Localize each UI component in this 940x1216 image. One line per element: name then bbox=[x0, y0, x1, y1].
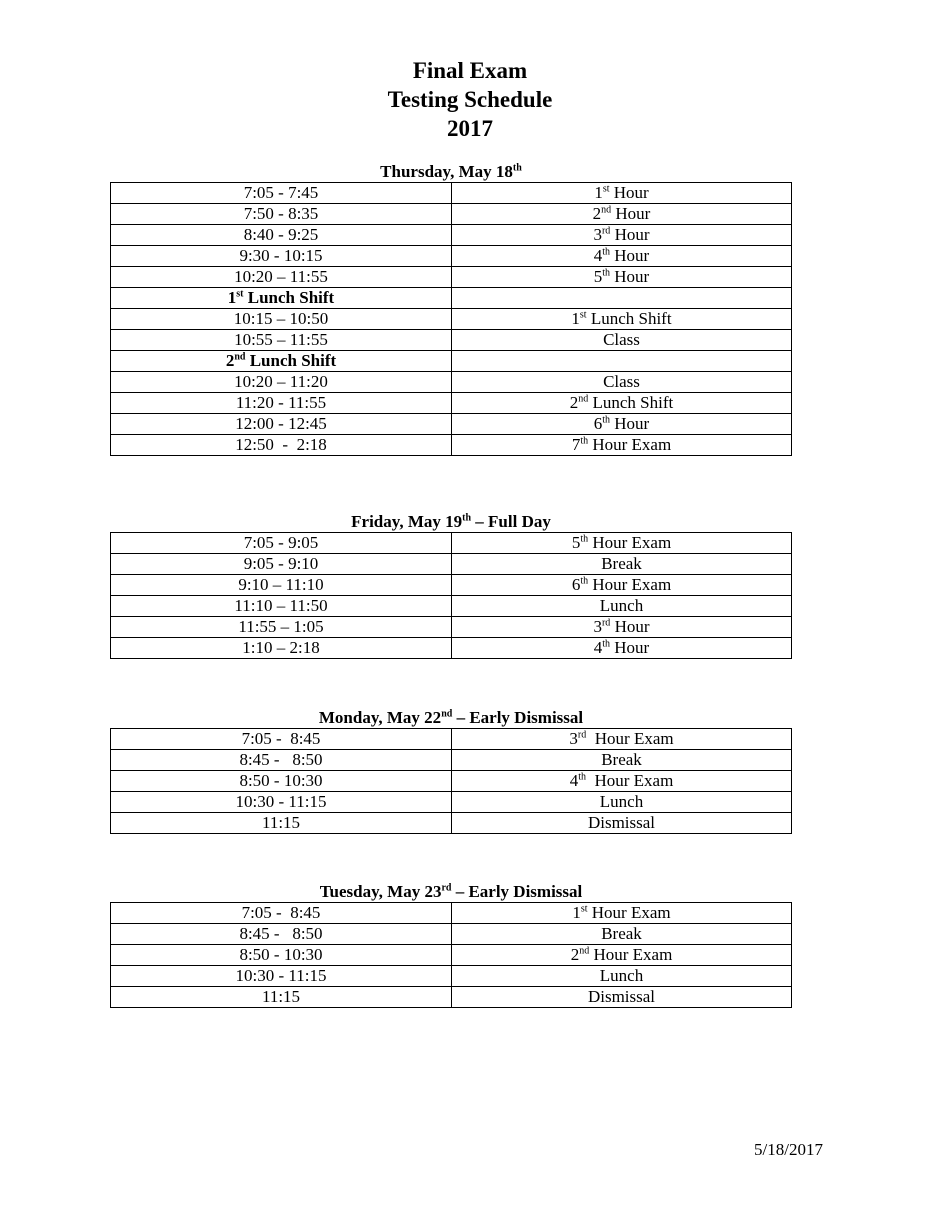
time-cell bbox=[111, 813, 452, 834]
activity-number: 2 bbox=[569, 393, 579, 412]
heading-suffix: – Early Dismissal bbox=[451, 882, 583, 901]
time-range: 1:10 – 2:18 bbox=[242, 638, 320, 657]
time-cell bbox=[111, 267, 452, 288]
time-range: 10:20 – 11:20 bbox=[234, 372, 328, 391]
activity-cell bbox=[452, 533, 792, 554]
time-range: 8:50 - 10:30 bbox=[239, 945, 323, 964]
activity-cell bbox=[452, 204, 792, 225]
schedule-row bbox=[111, 729, 792, 750]
time-cell bbox=[111, 183, 452, 204]
time-cell bbox=[111, 351, 452, 372]
schedule-row bbox=[111, 750, 792, 771]
heading-ordinal: th bbox=[512, 162, 522, 174]
schedule-row bbox=[111, 309, 792, 330]
activity-cell bbox=[452, 945, 792, 966]
activity-number: 1 bbox=[572, 903, 581, 922]
time-range: 11:20 - 11:55 bbox=[235, 393, 327, 412]
time-cell bbox=[111, 225, 452, 246]
activity-cell bbox=[452, 575, 792, 596]
activity-label: Break bbox=[601, 554, 642, 573]
activity-ordinal: th bbox=[580, 435, 589, 447]
time-cell bbox=[111, 924, 452, 945]
schedule-row bbox=[111, 792, 792, 813]
schedule-row bbox=[111, 533, 792, 554]
activity-cell bbox=[452, 246, 792, 267]
time-range: 7:05 - 9:05 bbox=[243, 533, 319, 552]
activity-label: Hour Exam bbox=[588, 435, 672, 454]
tuesday-table bbox=[110, 902, 792, 1008]
schedule-row bbox=[111, 204, 792, 225]
activity-label: Hour Exam bbox=[588, 533, 672, 552]
activity-cell bbox=[452, 351, 792, 372]
title-line-1: Final Exam bbox=[412, 58, 528, 83]
activity-label: Hour Exam bbox=[585, 771, 674, 790]
time-cell bbox=[111, 617, 452, 638]
activity-cell bbox=[452, 729, 792, 750]
activity-label: Lunch Shift bbox=[586, 309, 672, 328]
time-range: 8:40 - 9:25 bbox=[243, 225, 319, 244]
time-cell bbox=[111, 729, 452, 750]
schedule-row bbox=[111, 414, 792, 435]
friday-table bbox=[110, 532, 792, 659]
activity-cell bbox=[452, 435, 792, 456]
time-cell bbox=[111, 903, 452, 924]
activity-cell bbox=[452, 617, 792, 638]
schedule-row bbox=[111, 554, 792, 575]
activity-number: 2 bbox=[592, 204, 602, 223]
activity-label: Hour bbox=[610, 414, 650, 433]
time-ordinal: nd bbox=[234, 351, 246, 363]
title-line-2: Testing Schedule bbox=[387, 87, 553, 112]
activity-label: Lunch bbox=[599, 792, 644, 811]
time-range: 7:05 - 8:45 bbox=[241, 729, 321, 748]
time-range: 11:15 bbox=[261, 987, 301, 1006]
activity-number: 5 bbox=[593, 267, 603, 286]
time-cell bbox=[111, 966, 452, 987]
activity-ordinal: th bbox=[602, 414, 611, 426]
time-range: 11:15 bbox=[261, 813, 301, 832]
time-ordinal: st bbox=[236, 288, 244, 300]
activity-cell bbox=[452, 813, 792, 834]
activity-label: Hour bbox=[609, 183, 649, 202]
time-cell bbox=[111, 204, 452, 225]
activity-ordinal: nd bbox=[578, 393, 589, 405]
schedule-row bbox=[111, 267, 792, 288]
time-range: 7:50 - 8:35 bbox=[243, 204, 319, 223]
time-cell bbox=[111, 330, 452, 351]
activity-number: 3 bbox=[593, 617, 602, 636]
time-range: 10:30 - 11:15 bbox=[235, 792, 327, 811]
activity-label: Hour bbox=[610, 638, 650, 657]
activity-cell bbox=[452, 554, 792, 575]
time-cell bbox=[111, 435, 452, 456]
footer-date: 5/18/2017 bbox=[754, 1140, 823, 1159]
document-title bbox=[0, 56, 940, 143]
monday-table bbox=[110, 728, 792, 834]
time-range: 8:45 - 8:50 bbox=[239, 924, 323, 943]
heading-ordinal: th bbox=[462, 512, 472, 524]
heading-ordinal: nd bbox=[441, 708, 453, 720]
activity-cell bbox=[452, 987, 792, 1008]
activity-ordinal: nd bbox=[601, 204, 612, 216]
time-range: 7:05 - 8:45 bbox=[241, 903, 321, 922]
activity-number: 4 bbox=[593, 638, 603, 657]
schedule-row bbox=[111, 351, 792, 372]
activity-number: 1 bbox=[594, 183, 603, 202]
activity-ordinal: th bbox=[580, 533, 589, 545]
activity-cell bbox=[452, 330, 792, 351]
activity-label: Hour Exam bbox=[589, 945, 673, 964]
heading-suffix: – Early Dismissal bbox=[452, 708, 584, 727]
activity-ordinal: rd bbox=[601, 617, 611, 629]
schedule-row bbox=[111, 924, 792, 945]
activity-ordinal: th bbox=[602, 638, 611, 650]
heading-text: Friday, May 19 bbox=[351, 512, 463, 531]
activity-cell bbox=[452, 393, 792, 414]
heading-ordinal: rd bbox=[441, 882, 452, 894]
activity-ordinal: th bbox=[580, 575, 589, 587]
schedule-row bbox=[111, 771, 792, 792]
time-number: 2 bbox=[225, 351, 235, 370]
activity-number: 4 bbox=[593, 246, 603, 265]
activity-label: Hour Exam bbox=[587, 903, 671, 922]
activity-number: 3 bbox=[593, 225, 602, 244]
activity-label: Dismissal bbox=[587, 987, 656, 1006]
activity-label: Break bbox=[601, 924, 642, 943]
friday-heading bbox=[110, 512, 792, 532]
time-cell bbox=[111, 414, 452, 435]
activity-ordinal: rd bbox=[577, 729, 587, 741]
activity-number: 4 bbox=[569, 771, 579, 790]
schedule-row bbox=[111, 225, 792, 246]
schedule-row bbox=[111, 617, 792, 638]
schedule-row bbox=[111, 575, 792, 596]
activity-cell bbox=[452, 267, 792, 288]
activity-label: Dismissal bbox=[587, 813, 656, 832]
time-cell bbox=[111, 372, 452, 393]
schedule-row bbox=[111, 966, 792, 987]
time-range: 10:55 – 11:55 bbox=[234, 330, 328, 349]
time-cell bbox=[111, 575, 452, 596]
time-label: Lunch Shift bbox=[243, 288, 335, 307]
activity-number: 6 bbox=[571, 575, 581, 594]
thursday-heading bbox=[110, 162, 792, 182]
time-range: 11:10 – 11:50 bbox=[234, 596, 328, 615]
activity-cell bbox=[452, 596, 792, 617]
time-range: 12:00 - 12:45 bbox=[235, 414, 327, 433]
activity-label: Lunch bbox=[599, 966, 644, 985]
time-range: 10:15 – 10:50 bbox=[233, 309, 329, 328]
activity-label: Hour bbox=[611, 204, 651, 223]
activity-label: Hour bbox=[610, 617, 650, 636]
activity-label: Hour Exam bbox=[586, 729, 674, 748]
activity-ordinal: th bbox=[602, 267, 611, 279]
activity-label: Lunch bbox=[599, 596, 644, 615]
time-label: Lunch Shift bbox=[245, 351, 337, 370]
monday-heading bbox=[110, 708, 792, 728]
time-cell bbox=[111, 309, 452, 330]
time-number: 1 bbox=[227, 288, 237, 307]
activity-ordinal: st bbox=[579, 309, 587, 321]
activity-number: 1 bbox=[571, 309, 580, 328]
time-range: 10:30 - 11:15 bbox=[235, 966, 327, 985]
heading-suffix: – Full Day bbox=[471, 512, 551, 531]
time-range: 10:20 – 11:55 bbox=[234, 267, 328, 286]
activity-cell bbox=[452, 903, 792, 924]
heading-text: Tuesday, May 23 bbox=[319, 882, 442, 901]
schedule-row bbox=[111, 903, 792, 924]
activity-number: 7 bbox=[571, 435, 581, 454]
time-cell bbox=[111, 246, 452, 267]
time-cell bbox=[111, 792, 452, 813]
activity-number: 6 bbox=[593, 414, 603, 433]
time-range: 8:50 - 10:30 bbox=[239, 771, 323, 790]
heading-text: Monday, May 22 bbox=[318, 708, 442, 727]
activity-label: Hour Exam bbox=[588, 575, 672, 594]
activity-cell bbox=[452, 372, 792, 393]
time-cell bbox=[111, 596, 452, 617]
time-cell bbox=[111, 288, 452, 309]
time-range: 9:05 - 9:10 bbox=[243, 554, 319, 573]
schedule-row bbox=[111, 813, 792, 834]
schedule-row bbox=[111, 638, 792, 659]
activity-ordinal: rd bbox=[601, 225, 611, 237]
time-cell bbox=[111, 554, 452, 575]
schedule-row bbox=[111, 393, 792, 414]
time-range: 11:55 – 1:05 bbox=[238, 617, 324, 636]
time-range: 12:50 - 2:18 bbox=[235, 435, 327, 454]
schedule-row bbox=[111, 435, 792, 456]
activity-number: 5 bbox=[571, 533, 581, 552]
time-cell bbox=[111, 638, 452, 659]
time-cell bbox=[111, 987, 452, 1008]
activity-cell bbox=[452, 183, 792, 204]
activity-label: Lunch Shift bbox=[588, 393, 674, 412]
activity-cell bbox=[452, 771, 792, 792]
activity-label: Class bbox=[603, 330, 640, 349]
activity-label: Class bbox=[603, 372, 640, 391]
activity-ordinal: th bbox=[602, 246, 611, 258]
schedule-row bbox=[111, 596, 792, 617]
time-range: 8:45 - 8:50 bbox=[239, 750, 323, 769]
time-cell bbox=[111, 945, 452, 966]
activity-cell bbox=[452, 638, 792, 659]
time-range: 9:30 - 10:15 bbox=[239, 246, 323, 265]
time-range: 7:05 - 7:45 bbox=[243, 183, 319, 202]
schedule-row bbox=[111, 945, 792, 966]
activity-cell bbox=[452, 966, 792, 987]
time-cell bbox=[111, 533, 452, 554]
time-cell bbox=[111, 750, 452, 771]
activity-number: 2 bbox=[570, 945, 580, 964]
activity-cell bbox=[452, 924, 792, 945]
activity-label: Hour bbox=[610, 246, 650, 265]
schedule-row bbox=[111, 246, 792, 267]
activity-ordinal: st bbox=[602, 183, 610, 195]
activity-cell bbox=[452, 225, 792, 246]
activity-ordinal: st bbox=[580, 903, 588, 915]
time-cell bbox=[111, 771, 452, 792]
activity-cell bbox=[452, 750, 792, 771]
activity-number: 3 bbox=[569, 729, 578, 748]
activity-cell bbox=[452, 309, 792, 330]
tuesday-heading bbox=[110, 882, 792, 902]
time-cell bbox=[111, 393, 452, 414]
heading-text: Thursday, May 18 bbox=[380, 162, 513, 181]
schedule-row bbox=[111, 288, 792, 309]
time-range: 9:10 – 11:10 bbox=[238, 575, 324, 594]
thursday-table bbox=[110, 182, 792, 456]
activity-ordinal: th bbox=[578, 771, 586, 783]
schedule-row bbox=[111, 987, 792, 1008]
activity-label: Hour bbox=[610, 267, 650, 286]
activity-cell bbox=[452, 792, 792, 813]
activity-cell bbox=[452, 414, 792, 435]
schedule-row bbox=[111, 372, 792, 393]
activity-label: Hour bbox=[610, 225, 650, 244]
title-line-3: 2017 bbox=[447, 116, 493, 141]
schedule-row bbox=[111, 330, 792, 351]
activity-label: Break bbox=[601, 750, 642, 769]
activity-ordinal: nd bbox=[579, 945, 590, 957]
schedule-row bbox=[111, 183, 792, 204]
activity-cell bbox=[452, 288, 792, 309]
